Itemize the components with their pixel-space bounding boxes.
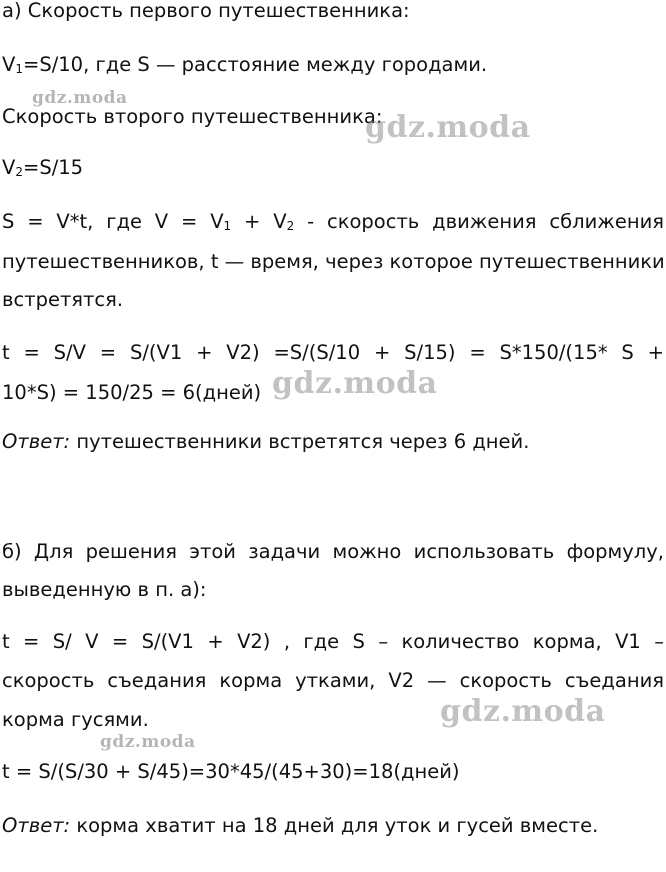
distance-formula-start: S = V*t, где V = V	[2, 210, 224, 233]
watermark-logo: gdz.moda	[100, 732, 196, 752]
part-b-geese-text: корма гусями.	[2, 708, 149, 731]
v2-formula	[2, 155, 83, 185]
travelers-time-text: путешественников, t — время, через которое путешественники	[2, 250, 665, 273]
watermark-logo: gdz.moda	[440, 694, 606, 729]
watermark-logo: gdz.moda	[272, 366, 438, 401]
part-a-answer-label: Ответ:	[2, 430, 71, 453]
distance-formula-end: - скорость движения сближения	[307, 210, 664, 233]
part-b-formula-text: t = S/ V = S/(V1 + V2) , где S – количество корма, V1 –	[2, 630, 664, 653]
part-a-answer	[2, 429, 529, 455]
second-speed-heading	[2, 104, 382, 130]
v1-formula	[2, 52, 487, 82]
part-a-heading	[2, 0, 410, 24]
part-b-answer	[2, 813, 598, 839]
v2-definition: =S/15	[22, 156, 84, 179]
part-b-intro-line2	[2, 577, 206, 603]
v2-symbol: V	[2, 156, 16, 179]
part-b-answer-label: Ответ:	[2, 814, 71, 837]
part-b-speed-line	[2, 668, 664, 694]
meet-line	[2, 287, 123, 313]
part-b-intro-line1	[2, 539, 664, 565]
time-calculation-line1	[2, 340, 664, 366]
time-calculation-text2: 10*S) = 150/25 = 6(дней)	[2, 381, 262, 404]
second-speed-heading-text: Скорость второго путешественника:	[2, 105, 383, 128]
distance-formula-mid: + V	[244, 210, 287, 233]
part-b-calculation	[2, 759, 460, 785]
part-b-calculation-text: t = S/(S/30 + S/45)=30*45/(45+30)=18(дней)	[2, 760, 460, 783]
part-b-formula-line	[2, 629, 664, 655]
part-b-intro-text1: б) Для решения этой задачи можно использовать формулу,	[2, 540, 664, 563]
v1-subscript: 1	[15, 62, 23, 76]
v1-symbol: V	[2, 53, 16, 76]
distance-formula	[2, 209, 664, 239]
time-calculation-text1: t = S/V = S/(V1 + V2) =S/(S/10 + S/15) = S*150/(15* S +	[2, 341, 664, 364]
travelers-time-line	[2, 249, 664, 275]
part-b-answer-text: корма хватит на 18 дней для уток и гусей вместе.	[70, 814, 599, 837]
part-b-geese-line	[2, 707, 149, 733]
watermark-logo: gdz.moda	[32, 88, 128, 108]
part-a-answer-text: путешественники встретятся через 6 дней.	[70, 430, 530, 453]
part-b-intro-text2: выведенную в п. а):	[2, 578, 207, 601]
v1-definition: =S/10, где S — расстояние между городами.	[22, 53, 488, 76]
meet-text: встретятся.	[2, 288, 124, 311]
part-b-speed-text: скорость съедания корма утками, V2 — скорость съедания	[2, 669, 664, 692]
distance-formula-sub2: 2	[286, 219, 295, 233]
distance-formula-sub1: 1	[223, 219, 232, 233]
part-a-heading-text: а) Скорость первого путешественника:	[2, 0, 410, 22]
time-calculation-line2	[2, 380, 261, 406]
watermark-logo: gdz.moda	[365, 110, 531, 145]
v2-subscript: 2	[15, 165, 23, 179]
